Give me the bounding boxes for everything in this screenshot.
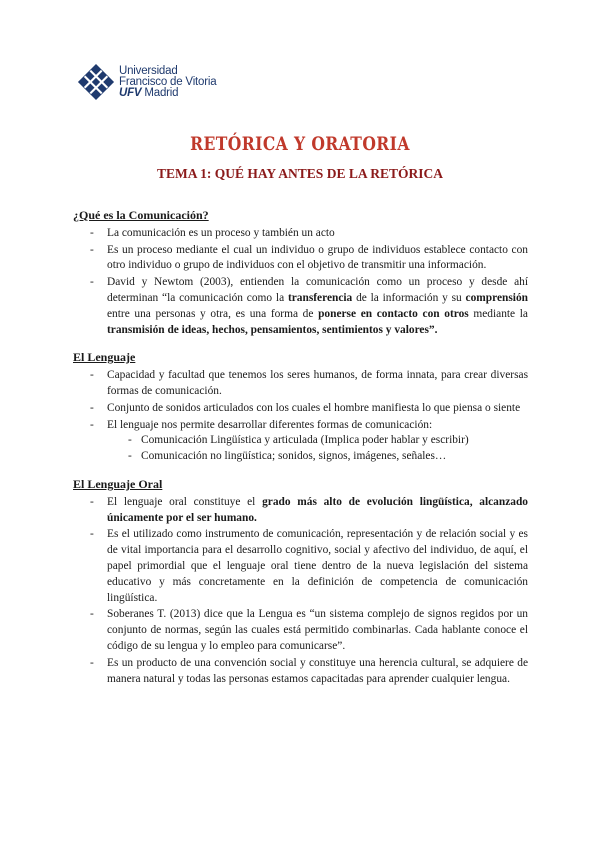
bullet-item: [73, 607, 528, 654]
text: mediante la: [468, 307, 528, 320]
bullet-item: [73, 401, 528, 417]
section-heading: El Lenguaje Oral: [73, 476, 163, 491]
bullet-item: [73, 527, 528, 606]
section-heading: El Lenguaje: [73, 350, 136, 365]
bold-text: grado más alto de evolución lingüística, alcanzado únicamente por el ser humano.: [107, 495, 528, 524]
text: La comunicación es un proceso y también un acto: [107, 226, 335, 239]
university-logo: [77, 63, 216, 101]
bullet-item: [73, 368, 528, 400]
document-body: [73, 208, 528, 688]
text: Es un producto de una convención social y constituye una herencia cultural, se adquiere de manera natural y todas las personas estamos capacitadas para aprender cualquier lengua.: [107, 656, 528, 685]
bullet-item: [73, 656, 528, 688]
bullet-list: [73, 226, 528, 339]
sub-bullet-item: - Comunicación Lingüística y articulada (Implica poder hablar y escribir): [107, 433, 528, 449]
text: Soberanes T. (2013) dice que la Lengua es “un sistema complejo de signos regidos por un conjunto de normas, según las cuales está permitido combinarlas. Cada hablante conoce el código de su lengua y lo empleo para comunicarse”.: [107, 608, 528, 652]
logo-line-3: [119, 88, 216, 99]
text: Capacidad y facultad que tenemos los seres humanos, de forma innata, para crear diversas formas de comunicación.: [107, 369, 528, 397]
section: [73, 477, 528, 687]
section: [73, 208, 528, 338]
logo-madrid: Madrid: [141, 86, 179, 99]
text: entre una personas y otra, es una forma de: [107, 307, 319, 320]
sub-bullet-item: - Comunicación no lingüística; sonidos, signos, imágenes, señales…: [107, 449, 528, 465]
ufv-logo-mark-icon: [77, 63, 115, 101]
document-subtitle: TEMA 1: QUÉ HAY ANTES DE LA RETÓRICA: [157, 166, 443, 181]
text: David y Newtom (2003), entienden la comunicación como un proceso y desde ahí determinan “la comunicación como la: [107, 276, 528, 304]
text: Es un proceso mediante el cual un individuo o grupo de individuos establece contacto con otro individuo o grupo de individuos con el objetivo de transmitir una información.: [107, 243, 528, 272]
logo-wordmark: [119, 66, 216, 99]
section: [73, 350, 528, 465]
text: Conjunto de sonidos articulados con los cuales el hombre manifiesta lo que piensa o siente: [107, 401, 521, 414]
text: Es el utilizado como instrumento de comunicación, representación y de relación social y es de vital importancia para el desarrollo cognitivo, social y afectivo del individuo, de aquí, el papel primordial que el lenguaje oral tiene dentro de la nueva legislación del sistema educativo y más concretamente en la definición de competencia de comunicación lingüística.: [107, 528, 528, 604]
bullet-item: [73, 495, 528, 527]
bullet-list: [73, 368, 528, 465]
bold-text: transferencia: [287, 291, 353, 304]
bullet-item: [73, 243, 528, 275]
bullet-item: [73, 275, 528, 338]
logo-line-2: Francisco de Vitoria: [119, 75, 217, 88]
section-heading: ¿Qué es la Comunicación?: [73, 208, 209, 222]
logo-line-1: Universidad: [119, 64, 178, 77]
bold-text: transmisión de ideas, hechos, pensamientos, sentimientos y valores”.: [107, 323, 438, 336]
bullet-item: [73, 226, 528, 242]
logo-ufv: UFV: [119, 86, 142, 99]
text: de la información y su: [352, 291, 466, 304]
bullet-item: [73, 418, 528, 465]
bold-text: ponerse en contacto con otros: [318, 307, 469, 320]
text: El lenguaje nos permite desarrollar diferentes formas de comunicación:: [107, 418, 433, 431]
bullet-list: [73, 495, 528, 688]
bold-text: comprensión: [465, 291, 528, 304]
text: El lenguaje oral constituye el: [107, 495, 263, 508]
sub-bullet-list: [107, 433, 528, 465]
document-title: RETÓRICA Y ORATORIA: [190, 133, 410, 155]
